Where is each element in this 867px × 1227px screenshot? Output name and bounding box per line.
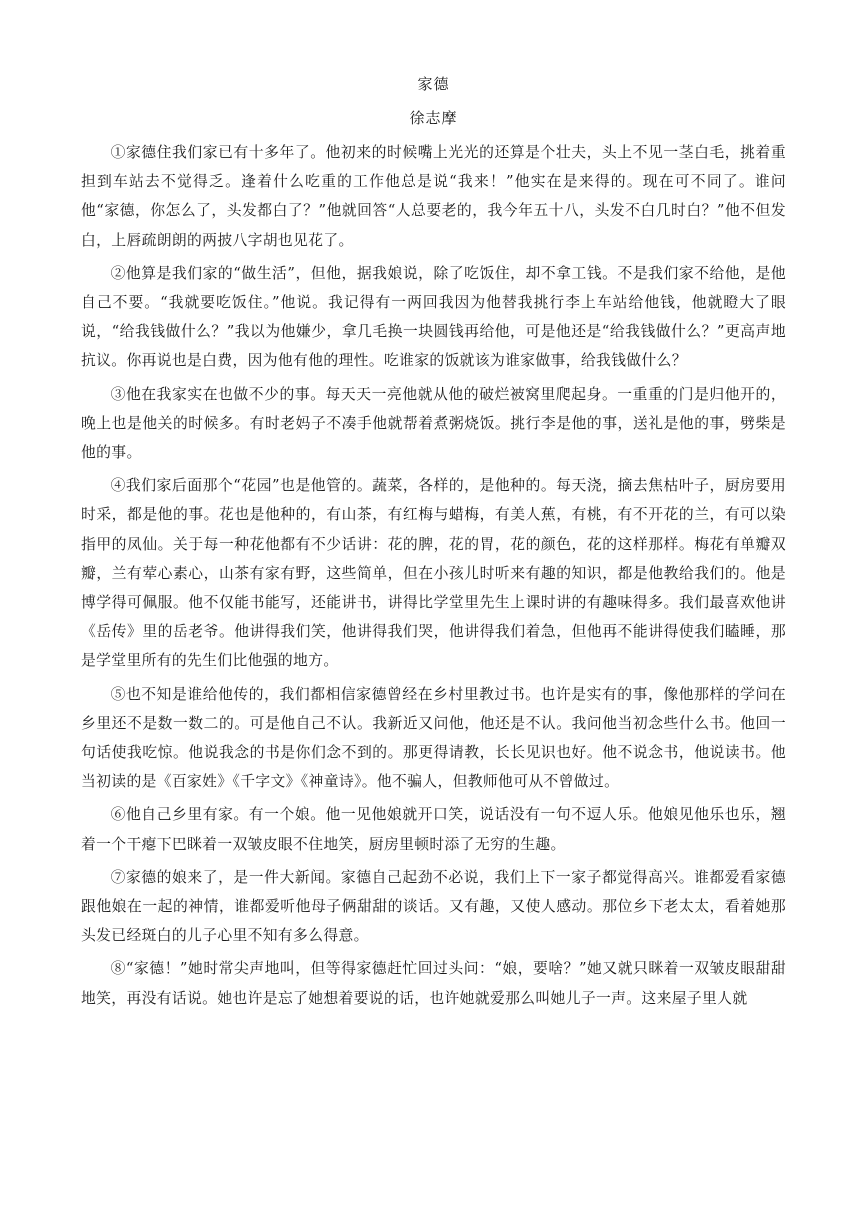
article-body bbox=[81, 138, 786, 1017]
paragraph-7: ⑦家德的娘来了，是一件大新闻。家德自己起劲不必说，我们上下一家子都觉得高兴。谁都爱看家德跟他娘在一起的神情，谁都爱听他母子俩甜甜的谈话。又有趣，又使人感动。那位乡下老太太，看着她那头发已经斑白的儿子心里不知有多么得意。 bbox=[81, 868, 786, 945]
paragraph-6: ⑥他自己乡里有家。有一个娘。他一见他娘就开口笑，说话没有一句不逗人乐。他娘见他乐也乐，翘着一个干瘪下巴眯着一双皱皮眼不住地笑，厨房里顿时添了无穷的生趣。 bbox=[81, 806, 786, 853]
paragraph-8: ⑧“家德！”她时常尖声地叫，但等得家德赶忙回过头问：“娘，要啥？”她又就只眯着一双皱皮眼甜甜地笑，再没有话说。她也许是忘了她想着要说的话，也许她就爱那么叫她儿子一声。这来屋子里人就 bbox=[81, 960, 786, 1007]
paragraph-3: ③他在我家实在也做不少的事。每天天一亮他就从他的破烂被窝里爬起身。一重重的门是归他开的，晚上也是他关的时候多。有时老妈子不凑手他就帮着煮粥烧饭。挑行李是他的事，送礼是他的事，劈柴是他的事。 bbox=[81, 385, 786, 462]
paragraph-1: ①家德住我们家已有十多年了。他初来的时候嘴上光光的还算是个壮夫，头上不见一茎白毛，挑着重担到车站去不觉得乏。逢着什么吃重的工作他总是说“我来！”他实在是来得的。现在可不同了。谁问他“家德，你怎么了，头发都白了？”他就回答“人总要老的，我今年五十八，头发不白几时白？”他不但发白，上唇疏朗朗的两披八字胡也见花了。 bbox=[81, 144, 786, 249]
paragraph-5: ⑤也不知是谁给他传的，我们都相信家德曾经在乡村里教过书。也许是实有的事，像他那样的学问在乡里还不是数一数二的。可是他自己不认。我新近又问他，他还是不认。我问他当初念些什么书。他回一句话使我吃惊。他说我念的书是你们念不到的。那更得请教，长长见识也好。他不说念书，他说读书。他当初读的是《百家姓》《千字文》《神童诗》。他不骗人，但教师他可从不曾做过。 bbox=[81, 685, 786, 791]
paragraph-4: ④我们家后面那个“花园”也是他管的。蔬菜，各样的，是他种的。每天浇，摘去焦枯叶子，厨房要用时采，都是他的事。花也是他种的，有山茶，有红梅与蜡梅，有美人蕉，有桃，有不开花的兰，有可以染指甲的凤仙。关于每一种花他都有不少话讲：花的脾，花的胃，花的颜色，花的这样那样。梅花有单瓣双瓣，兰有荤心素心，山茶有家有野，这些简单，但在小孩儿时听来有趣的知识，都是他教给我们的。他是博学得可佩服。他不仅能书能写，还能讲书，讲得比学堂里先生上课时讲的有趣味得多。我们最喜欢他讲《岳传》里的岳老爷。他讲得我们笑，他讲得我们哭，他讲得我们着急，但他再不能讲得使我们瞌睡，那是学堂里所有的先生们比他强的地方。 bbox=[81, 477, 786, 670]
article-author: 徐志摩 bbox=[409, 109, 458, 127]
paragraph-2: ②他算是我们家的“做生活”，但他，据我娘说，除了吃饭住，却不拿工钱。不是我们家不给他，是他自己不要。“我就要吃饭住。”他说。我记得有一两回我因为他替我挑行李上车站给他钱，他就瞪大了眼说，“给我钱做什么？”我以为他嫌少，拿几毛换一块圆钱再给他，可是他还是“给我钱做什么？”更高声地抗议。你再说也是白费，因为他有他的理性。吃谁家的饭就该为谁家做事，给我钱做什么？ bbox=[81, 264, 786, 370]
article-title: 家德 bbox=[417, 75, 450, 93]
